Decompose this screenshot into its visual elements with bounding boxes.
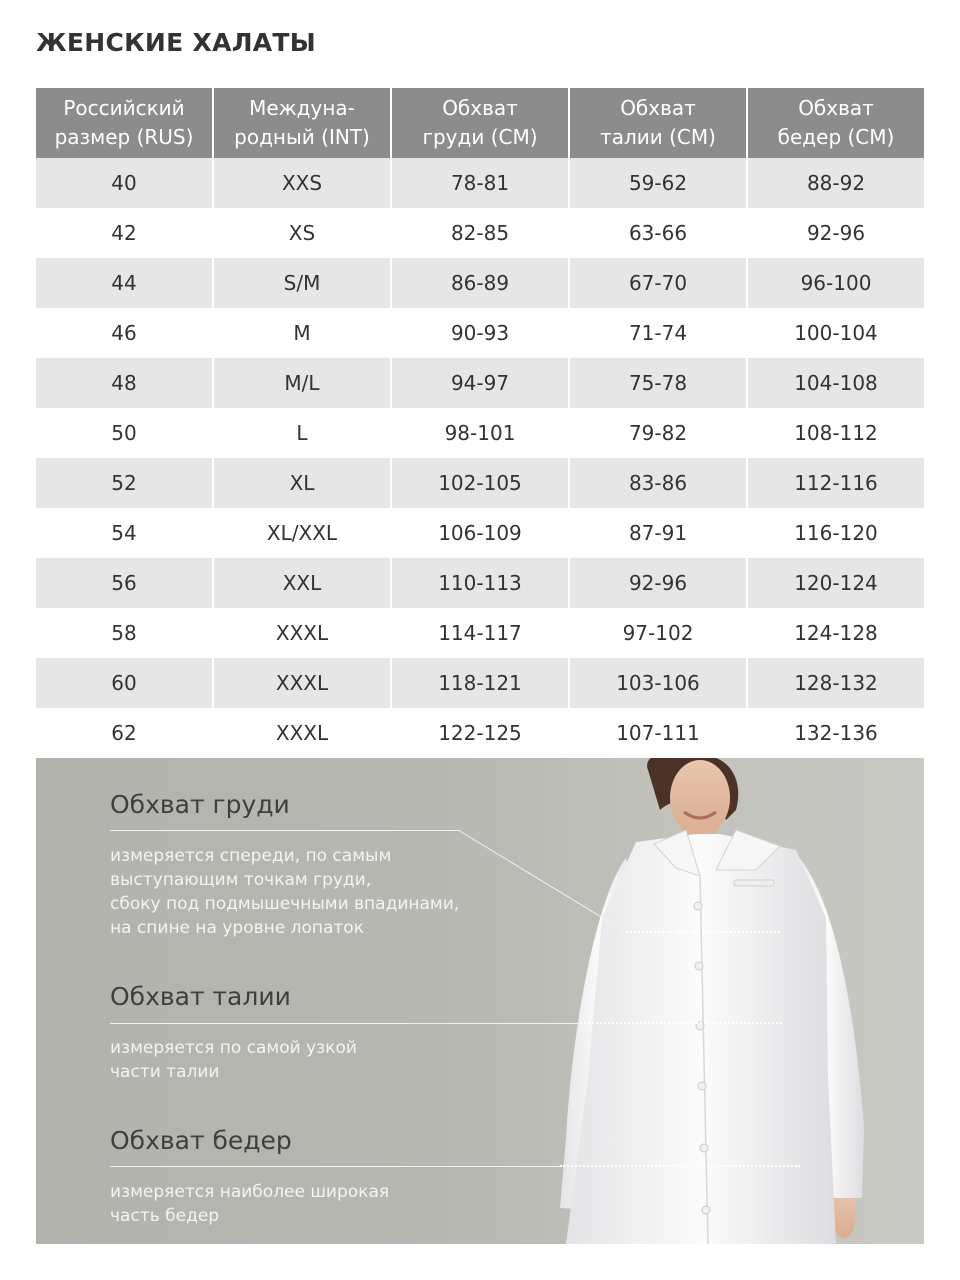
int-size-cell: XXL [213, 558, 391, 608]
chest-cell: 98-101 [391, 408, 569, 458]
hips-cell: 96-100 [747, 258, 924, 308]
page-title: ЖЕНСКИЕ ХАЛАТЫ [36, 28, 316, 57]
table-header-row [36, 88, 924, 158]
hips-line [110, 1166, 560, 1167]
rus-size-cell: 58 [36, 608, 213, 658]
header-hips: Обхват бедер (СМ) [747, 88, 924, 158]
table-body [36, 158, 924, 758]
rus-size-cell: 52 [36, 458, 213, 508]
waist-cell: 79-82 [569, 408, 747, 458]
table-row [36, 508, 924, 558]
hips-cell: 124-128 [747, 608, 924, 658]
chest-cell: 82-85 [391, 208, 569, 258]
rus-size-cell: 50 [36, 408, 213, 458]
int-size-cell: XXXL [213, 658, 391, 708]
table-row [36, 408, 924, 458]
chest-cell: 94-97 [391, 358, 569, 408]
header-int-size: Междуна- родный (INT) [213, 88, 391, 158]
rus-size-cell: 56 [36, 558, 213, 608]
int-size-cell: XL/XXL [213, 508, 391, 558]
waist-cell: 71-74 [569, 308, 747, 358]
chest-cell: 114-117 [391, 608, 569, 658]
chest-cell: 122-125 [391, 708, 569, 758]
chest-cell: 118-121 [391, 658, 569, 708]
int-size-cell: XXXL [213, 708, 391, 758]
waist-description: измеряется по самой узкой части талии [110, 1038, 357, 1082]
waist-cell: 92-96 [569, 558, 747, 608]
int-size-cell: XXS [213, 158, 391, 208]
rus-size-cell: 60 [36, 658, 213, 708]
waist-cell: 87-91 [569, 508, 747, 558]
waist-cell: 59-62 [569, 158, 747, 208]
chest-cell: 102-105 [391, 458, 569, 508]
waist-cell: 97-102 [569, 608, 747, 658]
waist-line [110, 1023, 580, 1024]
waist-dotted-marker [580, 1022, 782, 1024]
hips-cell: 100-104 [747, 308, 924, 358]
chest-cell: 110-113 [391, 558, 569, 608]
hips-cell: 92-96 [747, 208, 924, 258]
table-row [36, 358, 924, 408]
table-row [36, 308, 924, 358]
measurement-guide [36, 758, 924, 1244]
hips-section [110, 1124, 389, 1228]
int-size-cell: S/M [213, 258, 391, 308]
waist-cell: 83-86 [569, 458, 747, 508]
int-size-cell: L [213, 408, 391, 458]
chest-description: измеряется спереди, по самым выступающим точкам груди, сбоку под подмышечными впадинами, на спине на уровне лопаток [110, 846, 460, 938]
table-row [36, 708, 924, 758]
chest-cell: 106-109 [391, 508, 569, 558]
waist-cell: 67-70 [569, 258, 747, 308]
rus-size-cell: 48 [36, 358, 213, 408]
int-size-cell: XS [213, 208, 391, 258]
table-row [36, 608, 924, 658]
chest-line [110, 830, 460, 831]
waist-cell: 75-78 [569, 358, 747, 408]
rus-size-cell: 44 [36, 258, 213, 308]
hips-cell: 88-92 [747, 158, 924, 208]
rus-size-cell: 42 [36, 208, 213, 258]
rus-size-cell: 40 [36, 158, 213, 208]
rus-size-cell: 62 [36, 708, 213, 758]
hips-cell: 120-124 [747, 558, 924, 608]
header-chest: Обхват груди (СМ) [391, 88, 569, 158]
int-size-cell: XL [213, 458, 391, 508]
hips-cell: 112-116 [747, 458, 924, 508]
hips-heading: Обхват бедер [110, 1126, 292, 1155]
hips-cell: 128-132 [747, 658, 924, 708]
header-rus-size: Российский размер (RUS) [36, 88, 213, 158]
hips-cell: 132-136 [747, 708, 924, 758]
waist-cell: 63-66 [569, 208, 747, 258]
chest-cell: 90-93 [391, 308, 569, 358]
hips-cell: 116-120 [747, 508, 924, 558]
table-row [36, 208, 924, 258]
rus-size-cell: 46 [36, 308, 213, 358]
int-size-cell: XXXL [213, 608, 391, 658]
int-size-cell: M/L [213, 358, 391, 408]
chest-dotted-marker [626, 931, 780, 933]
chest-cell: 78-81 [391, 158, 569, 208]
waist-heading: Обхват талии [110, 982, 291, 1011]
table-row [36, 658, 924, 708]
hips-cell: 104-108 [747, 358, 924, 408]
int-size-cell: M [213, 308, 391, 358]
chest-heading: Обхват груди [110, 790, 290, 819]
chest-section [110, 788, 459, 940]
hips-cell: 108-112 [747, 408, 924, 458]
table-row [36, 258, 924, 308]
table-row [36, 458, 924, 508]
rus-size-cell: 54 [36, 508, 213, 558]
size-chart-table [36, 88, 924, 758]
waist-cell: 107-111 [569, 708, 747, 758]
table-row [36, 158, 924, 208]
chest-pointer-line [456, 828, 636, 938]
table-row [36, 558, 924, 608]
waist-section [110, 980, 357, 1084]
chest-cell: 86-89 [391, 258, 569, 308]
hips-dotted-marker [560, 1165, 800, 1167]
header-waist: Обхват талии (СМ) [569, 88, 747, 158]
waist-cell: 103-106 [569, 658, 747, 708]
hips-description: измеряется наиболее широкая часть бедер [110, 1182, 390, 1226]
